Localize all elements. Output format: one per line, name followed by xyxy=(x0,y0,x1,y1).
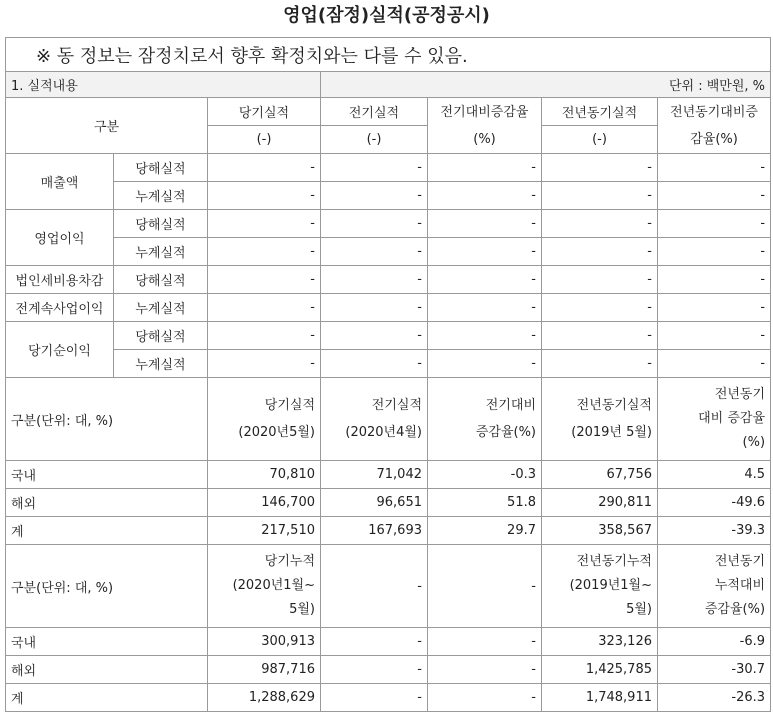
cell-value: - xyxy=(208,350,321,378)
cell-value: 987,716 xyxy=(208,656,321,684)
cell-value: - xyxy=(321,350,428,378)
cell-value: -30.7 xyxy=(658,656,771,684)
row-sub-label: 누계실적 xyxy=(114,350,208,378)
cell-value: - xyxy=(542,238,658,266)
row-group-label: 당기순이익 xyxy=(6,322,114,378)
cell-value: - xyxy=(321,322,428,350)
header-yoy-change: 전년동기대비증 감율(%) xyxy=(658,98,771,154)
row-label: 해외 xyxy=(6,489,208,517)
sales-header-yoy: 전년동기 대비 증감율 (%) xyxy=(658,378,771,461)
cell-value: - xyxy=(321,266,428,294)
row-sub-label: 당해실적 xyxy=(114,322,208,350)
cell-value: - xyxy=(208,238,321,266)
header-previous-unit: (-) xyxy=(321,126,428,154)
cell-value: 290,811 xyxy=(542,489,658,517)
row-group-label: 매출액 xyxy=(6,154,114,210)
cell-value: - xyxy=(658,322,771,350)
cell-value: - xyxy=(542,154,658,182)
row-label: 계 xyxy=(6,517,208,545)
cell-value: 358,567 xyxy=(542,517,658,545)
cell-value: - xyxy=(208,182,321,210)
cumulative-header-yoy: 전년동기 누적대비 증감율(%) xyxy=(658,545,771,628)
cell-value: - xyxy=(321,684,428,712)
cell-value: - xyxy=(658,154,771,182)
section-label: 1. 실적내용 xyxy=(6,72,321,98)
cell-value: - xyxy=(208,266,321,294)
row-sub-label: 누계실적 xyxy=(114,182,208,210)
cell-value: 51.8 xyxy=(428,489,542,517)
cell-value: - xyxy=(321,294,428,322)
header-previous: 전기실적 xyxy=(321,98,428,126)
table-row xyxy=(6,684,771,712)
cell-value: - xyxy=(658,350,771,378)
header-last-year-unit: (-) xyxy=(542,126,658,154)
cell-value: - xyxy=(208,322,321,350)
sales-header-current: 당기실적 (2020년5월) xyxy=(208,378,321,461)
cell-value: 167,693 xyxy=(321,517,428,545)
table-row xyxy=(6,656,771,684)
row-label: 국내 xyxy=(6,628,208,656)
cell-value: - xyxy=(321,238,428,266)
cell-value: - xyxy=(321,210,428,238)
table-row xyxy=(6,294,771,322)
table-row xyxy=(6,238,771,266)
cell-value: - xyxy=(428,322,542,350)
cell-value: - xyxy=(658,266,771,294)
cell-value: 71,042 xyxy=(321,461,428,489)
header-current-unit: (-) xyxy=(208,126,321,154)
cell-value: - xyxy=(542,266,658,294)
row-sub-label: 당해실적 xyxy=(114,154,208,182)
cell-value: -6.9 xyxy=(658,628,771,656)
cell-value: 29.7 xyxy=(428,517,542,545)
cell-value: - xyxy=(658,182,771,210)
cell-value: - xyxy=(428,182,542,210)
sales-header-prev-change: 전기대비 증감율(%) xyxy=(428,378,542,461)
row-sub-label: 당해실적 xyxy=(114,210,208,238)
cell-value: - xyxy=(658,210,771,238)
cell-value: - xyxy=(428,210,542,238)
row-label: 계 xyxy=(6,684,208,712)
row-group-label: 법인세비용차감 xyxy=(6,266,114,294)
cumulative-header-last-year: 전년동기누적 (2019년1월~ 5월) xyxy=(542,545,658,628)
cell-value: - xyxy=(542,182,658,210)
table-row xyxy=(6,461,771,489)
cell-value: - xyxy=(428,350,542,378)
cell-value: 146,700 xyxy=(208,489,321,517)
cell-value: - xyxy=(542,350,658,378)
cell-value: - xyxy=(658,294,771,322)
cell-value: - xyxy=(208,210,321,238)
table-row xyxy=(6,154,771,182)
cell-value: -0.3 xyxy=(428,461,542,489)
page-title: 영업(잠정)실적(공정공시) xyxy=(283,5,490,26)
cell-value: -49.6 xyxy=(658,489,771,517)
row-group-label: 전계속사업이익 xyxy=(6,294,114,322)
cell-value: - xyxy=(542,210,658,238)
cumulative-header-col3: - xyxy=(428,545,542,628)
cell-value: - xyxy=(428,684,542,712)
table-row xyxy=(6,628,771,656)
cell-value: - xyxy=(321,656,428,684)
cell-value: 4.5 xyxy=(658,461,771,489)
cell-value: 1,748,911 xyxy=(542,684,658,712)
table-row xyxy=(6,517,771,545)
cell-value: - xyxy=(542,322,658,350)
row-label: 해외 xyxy=(6,656,208,684)
row-sub-label: 누계실적 xyxy=(114,238,208,266)
cell-value: - xyxy=(321,154,428,182)
sales-header-label: 구분(단위: 대, %) xyxy=(6,378,208,461)
cell-value: - xyxy=(321,182,428,210)
cell-value: - xyxy=(658,238,771,266)
header-current: 당기실적 xyxy=(208,98,321,126)
cell-value: - xyxy=(428,294,542,322)
row-sub-label: 당해실적 xyxy=(114,266,208,294)
cell-value: 300,913 xyxy=(208,628,321,656)
cell-value: - xyxy=(428,628,542,656)
row-group-label: 영업이익 xyxy=(6,210,114,266)
cell-value: 323,126 xyxy=(542,628,658,656)
cell-value: 1,288,629 xyxy=(208,684,321,712)
cell-value: - xyxy=(542,294,658,322)
table-row xyxy=(6,182,771,210)
sales-header-previous: 전기실적 (2020년4월) xyxy=(321,378,428,461)
table-row xyxy=(6,489,771,517)
cell-value: - xyxy=(428,238,542,266)
sales-header-last-year: 전년동기실적 (2019년 5월) xyxy=(542,378,658,461)
cell-value: - xyxy=(208,294,321,322)
earnings-table xyxy=(5,37,771,712)
cell-value: - xyxy=(428,154,542,182)
cell-value: -39.3 xyxy=(658,517,771,545)
unit-label: 단위 : 백만원, % xyxy=(321,72,771,98)
cumulative-header-col2: - xyxy=(321,545,428,628)
cell-value: - xyxy=(428,266,542,294)
table-row xyxy=(6,322,771,350)
header-last-year: 전년동기실적 xyxy=(542,98,658,126)
table-row xyxy=(6,266,771,294)
cell-value: 67,756 xyxy=(542,461,658,489)
cell-value: 70,810 xyxy=(208,461,321,489)
cell-value: - xyxy=(321,628,428,656)
table-row xyxy=(6,210,771,238)
header-prev-change: 전기대비증감율 (%) xyxy=(428,98,542,154)
cumulative-header-current: 당기누적 (2020년1월~ 5월) xyxy=(208,545,321,628)
cumulative-header-label: 구분(단위: 대, %) xyxy=(6,545,208,628)
row-sub-label: 누계실적 xyxy=(114,294,208,322)
row-label: 국내 xyxy=(6,461,208,489)
header-gubun: 구분 xyxy=(6,98,208,154)
cell-value: 96,651 xyxy=(321,489,428,517)
cell-value: -26.3 xyxy=(658,684,771,712)
cell-value: 217,510 xyxy=(208,517,321,545)
cell-value: - xyxy=(208,154,321,182)
table-row xyxy=(6,350,771,378)
cell-value: 1,425,785 xyxy=(542,656,658,684)
notice-text: ※ 동 정보는 잠정치로서 향후 확정치와는 다를 수 있음. xyxy=(6,38,771,72)
cell-value: - xyxy=(428,656,542,684)
